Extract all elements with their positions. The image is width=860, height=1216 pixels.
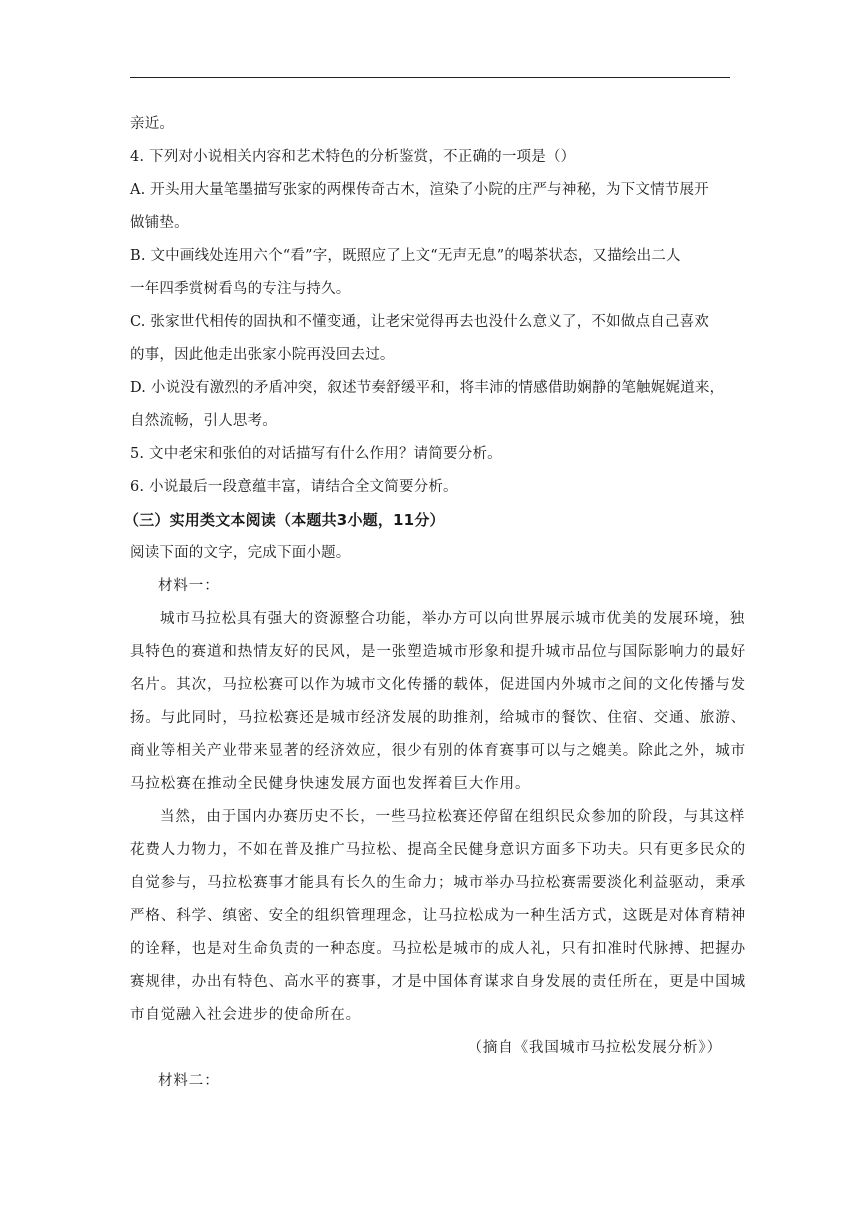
material-1-para2-line: 严格、科学、缜密、安全的组织管理理念，让马拉松成为一种生活方式，这既是对体育精神 [130,908,746,924]
option-b-line1: B. 文中画线处连用六个“看”字，既照应了上文“无声无息”的喝茶状态，又描绘出二人 [130,248,681,264]
header-rule [130,77,730,78]
material-1-para2-line: 当然，由于国内办赛历史不长，一些马拉松赛还停留在组织民众参加的阶段，与其这样 [160,809,746,825]
material-1-para1-line: 扬。与此同时，马拉松赛还是城市经济发展的助推剂，给城市的餐饮、住宿、交通、旅游、 [130,710,746,726]
option-a-line1: A. 开头用大量笔墨描写张家的两棵传奇古木，渲染了小院的庄严与神秘，为下文情节展开 [130,182,709,198]
material-1-para1-line: 商业等相关产业带来显著的经济效应，很少有别的体育赛事可以与之媲美。除此之外，城市 [130,743,746,759]
option-a-line2: 做铺垫。 [130,215,189,231]
option-d-line2: 自然流畅，引人思考。 [130,413,277,429]
instruction: 阅读下面的文字，完成下面小题。 [130,545,351,561]
material-1-para1-line: 具特色的赛道和热情友好的民风，是一张塑造城市形象和提升城市品位与国际影响力的最好 [130,644,746,660]
material-1-para2-line: 花费人力物力，不如在普及推广马拉松、提高全民健身意识方面多下功夫。只有更多民众的 [130,842,746,858]
material-2-label: 材料二： [158,1073,220,1089]
material-1-label: 材料一： [158,578,220,594]
section-heading: （三）实用类文本阅读（本题共3小题，11分） [124,511,445,529]
material-1-para2-line: 市自觉融入社会进步的使命所在。 [130,1007,361,1023]
material-1-para1-line: 名片。其次，马拉松赛可以作为城市文化传播的载体，促进国内外城市之间的文化传播与发 [130,677,746,693]
material-1-para2-line: 的诠释，也是对生命负责的一种态度。马拉松是城市的成人礼，只有扣准时代脉搏、把握办 [130,941,746,957]
material-1-para2-line: 赛规律，办出有特色、高水平的赛事，才是中国体育谋求自身发展的责任所在，更是中国城 [130,974,746,990]
option-d-line1: D. 小说没有激烈的矛盾冲突，叙述节奏舒缓平和，将丰沛的情感借助娴静的笔触娓娓道来， [130,380,725,396]
material-1-para1-line: 马拉松赛在推动全民健身快速发展方面也发挥着巨大作用。 [130,776,531,792]
material-1-para1-line: 城市马拉松具有强大的资源整合功能，举办方可以向世界展示城市优美的发展环境，独 [160,611,746,627]
question-5: 5. 文中老宋和张伯的对话描写有什么作用？请简要分析。 [130,446,502,462]
question-4: 4. 下列对小说相关内容和艺术特色的分析鉴赏，不正确的一项是（） [130,149,576,165]
option-b-line2: 一年四季赏树看鸟的专注与持久。 [130,281,351,297]
option-c-line2: 的事，因此他走出张家小院再没回去过。 [130,347,395,363]
material-1-para2-line: 自觉参与，马拉松赛事才能具有长久的生命力；城市举办马拉松赛需要淡化利益驱动，秉承 [130,875,746,891]
text-line: 亲近。 [130,116,175,132]
question-6: 6. 小说最后一段意蕴丰富，请结合全文简要分析。 [130,479,458,495]
source-citation: （摘自《我国城市马拉松发展分析》） [467,1040,722,1056]
document-content [124,108,746,1098]
option-c-line1: C. 张家世代相传的固执和不懂变通，让老宋觉得再去也没什么意义了，不如做点自己喜欢 [130,314,709,330]
